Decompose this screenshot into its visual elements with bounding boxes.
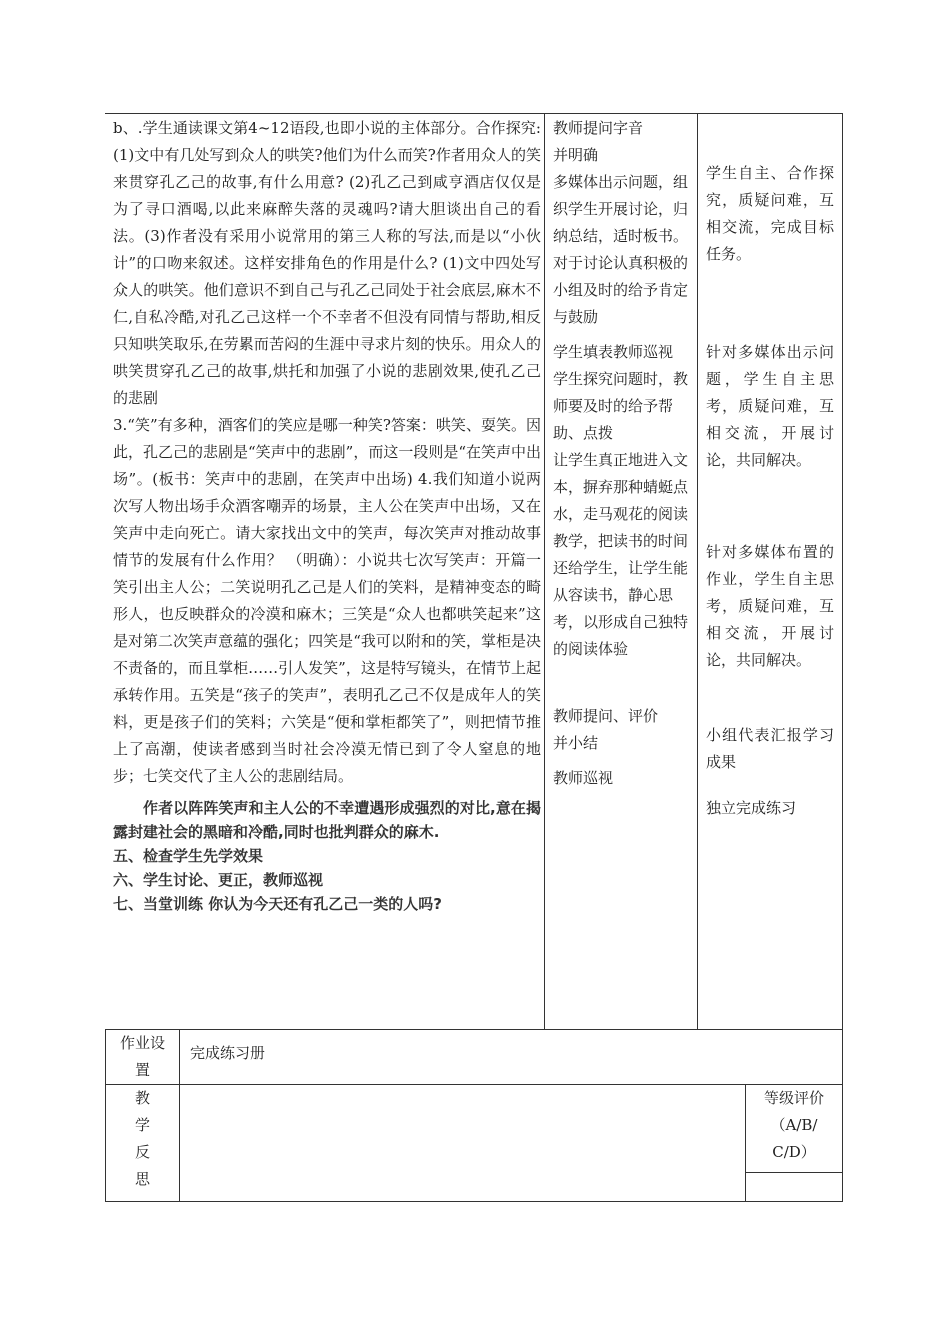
row-divider-homework [105, 1029, 843, 1030]
step-six: 六、学生讨论、更正，教师巡视 [113, 871, 324, 889]
table-border-right [842, 113, 843, 1202]
teacher-note-10: 教师巡视 [553, 769, 614, 787]
teacher-note-9: 并小结 [553, 734, 599, 752]
grade-label-line-3: C/D） [772, 1143, 816, 1161]
column-divider-2 [697, 113, 698, 1029]
teacher-note-7: 让学生真正地进入文本，摒弃那种蜻蜓点水，走马观花的阅读教学，把读书的时间还给学生，让学生能从容读书，静心思考，以形成自己独特的阅读体验 [553, 451, 689, 658]
student-note-5: 独立完成练习 [706, 799, 797, 817]
lesson-paragraph-2: 3.“笑”有多种，酒客们的笑应是哪一种笑?答案：哄笑、耍笑。因此，孔乙己的悲剧是“笑声中的悲剧”，而这一段则是“在笑声中出场”。(板书：笑声中的悲剧，在笑声中出场) 4.我们知道小说两次写人物出场手众酒客嘲弄的场景，主人公在笑声中出场，又在笑声中走向死亡。请大家找出文中的笑声，每次笑声对推动故事情节的发展有什么作用？ （明确）：小说共七次写笑声：开篇一笑引出主人公；二笑说明孔乙己是人们的笑料，是精神变态的畸形人，也反映群众的冷漠和麻木；三笑是“众人也都哄笑起来”这是对第二次笑声意蕴的强化；四笑是“我可以附和的笑，掌柜是决不责备的，而且掌柜……引人发笑”，这是特写镜头，在情节上起承转作用。五笑是“孩子的笑声”，表明孔乙己不仅是成年人的笑料，更是孩子们的笑料；六笑是“便和掌柜都笑了”，则把情节推上了高潮，使读者感到当时社会冷漠无情已到了令人窒息的地步；七笑交代了主人公的悲剧结局。 [113, 416, 542, 785]
reflection-label-line-1: 教 [134, 1089, 150, 1107]
student-note-3: 针对多媒体布置的作业，学生自主思考，质疑问难，互相交流，开展讨论，共同解决。 [706, 543, 834, 669]
reflection-label-line-4: 思 [134, 1170, 150, 1188]
teacher-activity-cell [553, 115, 689, 792]
student-activity-4 [706, 722, 834, 776]
column-divider-1 [544, 113, 545, 1029]
spacer [553, 757, 689, 765]
homework-label [106, 1030, 179, 1084]
teacher-note-3: 多媒体出示问题，组织学生开展讨论，归纳总结，适时板书。 [553, 173, 689, 245]
reflection-label-line-3: 反 [134, 1143, 150, 1161]
reflection-label [106, 1085, 179, 1193]
student-note-1: 学生自主、合作探究，质疑问难，互相交流，完成目标任务。 [706, 164, 834, 263]
teacher-note-6: 学生探究问题时，教师要及时的给予帮助、点拨 [553, 370, 689, 442]
grade-evaluation [746, 1085, 842, 1166]
lesson-paragraph-1: b、.学生通读课文第4~12语段,也即小说的主体部分。合作探究:(1)文中有几处写到众人的哄笑?他们为什么而笑?作者用众人的笑来贯穿孔乙己的故事,有什么用意? (2)孔乙己到咸亨酒店仅仅是为了寻口酒喝,以此来麻醉失落的灵魂吗?请大胆谈出自己的看法。(3)作者没有采用小说常用的第三人称的写法,而是以“小伙计”的口吻来叙述。这样安排角色的作用是什么? (1)文中四处写众人的哄笑。他们意识不到自己与孔乙己同处于社会底层,麻木不仁,自私冷酷,对孔乙己这样一个不幸者不但没有同情与帮助,相反只知哄笑取乐,在劳累而苦闷的生涯中寻求片刻的快乐。用众人的哄笑贯穿孔乙己的故事,烘托和加强了小说的悲剧效果,使孔乙己的悲剧 [113, 119, 541, 407]
summary-paragraph: 作者以阵阵笑声和主人公的不幸遭遇形成强烈的对比,意在揭露封建社会的黑暗和冷酷,同时也批判群众的麻木. [113, 799, 541, 841]
step-five: 五、检查学生先学效果 [113, 847, 264, 865]
teacher-note-2: 并明确 [553, 146, 599, 164]
step-seven: 七、当堂训练 你认为今天还有孔乙己一类的人吗? [113, 895, 442, 913]
label-column-divider [179, 1029, 180, 1202]
teacher-note-4: 对于讨论认真积极的小组及时的给予肯定与鼓励 [553, 254, 689, 326]
table-border-top [105, 113, 843, 114]
grade-label-line-1: 等级评价 [763, 1089, 824, 1107]
grade-label-line-2: （A/B/ [770, 1116, 818, 1134]
homework-content: 完成练习册 [190, 1044, 266, 1062]
student-activity-2 [706, 339, 834, 474]
student-note-2: 针对多媒体出示问题，学生自主思考，质疑问难，互相交流，开展讨论，共同解决。 [706, 343, 834, 469]
spacer [553, 331, 689, 339]
student-activity-1 [706, 160, 834, 268]
teacher-note-5: 学生填表教师巡视 [553, 343, 674, 361]
student-activity-5 [706, 795, 834, 822]
homework-label-line-2: 置 [134, 1061, 150, 1079]
reflection-label-line-2: 学 [134, 1116, 150, 1134]
teacher-note-8: 教师提问、评价 [553, 707, 659, 725]
row-divider-reflection [105, 1084, 843, 1085]
table-border-bottom [105, 1201, 843, 1202]
teacher-note-1: 教师提问字音 [553, 119, 644, 137]
student-activity-3 [706, 539, 834, 674]
main-content-cell [113, 115, 541, 916]
grade-row-divider [745, 1172, 842, 1173]
bold-summary-block [113, 796, 541, 916]
homework-label-line-1: 作业设 [119, 1034, 165, 1052]
student-note-4: 小组代表汇报学习成果 [706, 726, 834, 771]
spacer [553, 663, 689, 703]
